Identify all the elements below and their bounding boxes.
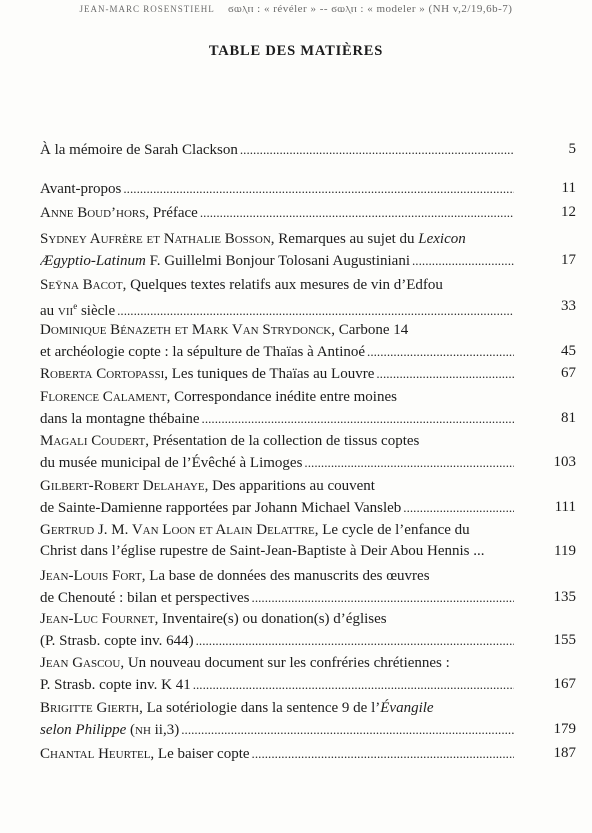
- page-number: 135: [553, 589, 576, 605]
- entry-title-cont: selon Philippe (nh ii,3): [40, 722, 180, 738]
- entry-title: , Un nouveau document sur les confréries chrétiennes :: [120, 655, 450, 671]
- page-title: TABLE DES MATIÈRES: [208, 43, 384, 59]
- entry-author: Anne Boud’hors: [40, 205, 146, 221]
- entry-title: , Correspondance inédite entre moines: [166, 389, 397, 405]
- toc-line: [40, 476, 516, 497]
- entry-title: , Quelques textes relatifs aux mesures de vin d’Edfou: [122, 277, 443, 293]
- entry-title-cont: de Chenouté : bilan et perspectives: [40, 590, 250, 606]
- entry-title: , Remarques au sujet du Lexicon: [270, 231, 466, 247]
- entry-title-cont: Ægyptio-Latinum F. Guillelmi Bonjour Tolosani Augustiniani: [40, 253, 410, 269]
- page-number: 103: [553, 454, 576, 470]
- toc-line: [40, 698, 516, 719]
- toc-line: [40, 408, 516, 429]
- toc-line: [40, 341, 516, 362]
- dot-leader: [412, 250, 514, 271]
- page-number: 11: [561, 180, 576, 196]
- dot-leader: [117, 300, 514, 317]
- toc-line: [40, 630, 516, 651]
- toc-line: [40, 275, 516, 296]
- dot-leader: [376, 363, 514, 384]
- entry-title-cont: au vii$^e$ siècle: [40, 301, 116, 317]
- page-number: 67: [561, 365, 576, 381]
- toc-line: [40, 743, 516, 764]
- toc-entry: [40, 653, 576, 695]
- entry-title: , Les tuniques de Thaïas au Louvre: [164, 366, 375, 382]
- page-number: 33: [561, 298, 576, 314]
- entry-title-cont: de Sainte-Damienne rapportées par Johann Michael Vansleb: [40, 500, 402, 516]
- toc-entry: [40, 698, 576, 740]
- toc-entry: [40, 520, 576, 562]
- entry-author: Jean Gascou: [40, 655, 121, 671]
- dot-leader: [193, 674, 514, 695]
- toc-line: [40, 541, 516, 562]
- running-head: [0, 3, 592, 16]
- toc-line: [40, 719, 516, 740]
- entry-title-cont: (P. Strasb. copte inv. 644): [40, 633, 194, 649]
- toc-line: [40, 202, 516, 223]
- toc-entry: [40, 476, 576, 518]
- running-head-text: ϭⲱⲗⲡ : « révéler » -- ϭⲱⲗⲡ : « modeler » (NH v,2/19,6b-7): [228, 3, 513, 15]
- toc-line: [40, 139, 516, 160]
- dot-leader: [181, 719, 514, 740]
- dot-leader: [200, 202, 514, 223]
- toc-line: [40, 452, 516, 473]
- toc-line: [40, 431, 516, 452]
- entry-author: Seÿna Bacot: [40, 277, 123, 293]
- toc-line: [40, 587, 516, 608]
- entry-author: Roberta Cortopassi: [40, 366, 165, 382]
- dot-leader: [240, 139, 514, 160]
- entry-author: Jean-Luc Fournet: [40, 611, 155, 627]
- toc-entry: [40, 202, 576, 223]
- toc-entry: [40, 387, 576, 429]
- entry-title: , Présentation de la collection de tissus coptes: [145, 433, 420, 449]
- toc-line: [40, 250, 516, 271]
- dot-leader: [252, 743, 514, 764]
- page-number: 111: [554, 499, 576, 515]
- entry-author: Gertrud J. M. Van Loon et Alain Delattre: [40, 522, 315, 538]
- toc-entry: [40, 320, 576, 362]
- entry-title: , Des apparitions au couvent: [204, 478, 375, 494]
- entry-author: Chantal Heurtel: [40, 746, 151, 762]
- toc-line: [40, 178, 516, 199]
- toc-line: [40, 229, 516, 250]
- entry-title: , Carbone 14: [331, 322, 409, 338]
- page-number: 12: [561, 204, 576, 220]
- entry-title-cont: P. Strasb. copte inv. K 41: [40, 677, 191, 693]
- toc-line: [40, 653, 516, 674]
- toc-entry: [40, 229, 576, 271]
- toc-entry: [40, 139, 576, 160]
- page-number: 187: [553, 745, 576, 761]
- toc-entry: [40, 178, 576, 199]
- toc-line: [40, 363, 516, 384]
- dot-leader: [252, 587, 514, 608]
- page-number: 167: [553, 676, 576, 692]
- toc-entry: [40, 609, 576, 651]
- dot-leader: [304, 452, 514, 473]
- page-number: 155: [553, 632, 576, 648]
- toc-line: [40, 497, 516, 518]
- entry-title-cont: du musée municipal de l’Évêché à Limoges: [40, 455, 303, 471]
- toc-entry: [40, 275, 576, 317]
- entry-author: Sydney Aufrère et Nathalie Bosson: [40, 231, 271, 247]
- page-number: 17: [561, 252, 576, 268]
- entry-title: , Le cycle de l’enfance du: [314, 522, 470, 538]
- dot-leader: [196, 630, 514, 651]
- entry-author: Jean-Louis Fort: [40, 568, 142, 584]
- toc-entry: [40, 743, 576, 764]
- toc-line: [40, 520, 516, 541]
- toc-line: [40, 674, 516, 695]
- entry-author: Florence Calament: [40, 389, 167, 405]
- toc-line: [40, 387, 516, 408]
- entry-title: , La sotériologie dans la sentence 9 de l’Évangile: [139, 700, 434, 716]
- page-number: 45: [561, 343, 576, 359]
- toc-line: [40, 566, 516, 587]
- running-head-author: JEAN-MARC ROSENSTIEHL: [79, 4, 215, 14]
- dot-leader: [403, 497, 514, 518]
- entry-title: À la mémoire de Sarah Clackson: [40, 142, 238, 158]
- entry-title-cont: Christ dans l’église rupestre de Saint-Jean-Baptiste à Deir Abou Hennis ...: [40, 543, 485, 559]
- page-number: 5: [568, 141, 576, 157]
- page-number: 81: [561, 410, 576, 426]
- entry-author: Magali Coudert: [40, 433, 146, 449]
- entry-author: Brigitte Gierth: [40, 700, 140, 716]
- entry-author: Gilbert-Robert Delahaye: [40, 478, 205, 494]
- dot-leader: [123, 178, 514, 199]
- toc-line: [40, 320, 516, 341]
- entry-title-cont: et archéologie copte : la sépulture de Thaïas à Antinoé: [40, 344, 366, 360]
- entry-title: , Inventaire(s) ou donation(s) d’églises: [154, 611, 387, 627]
- toc-entry: [40, 363, 576, 384]
- toc-line: [40, 296, 516, 317]
- toc-entry: [40, 566, 576, 608]
- page-number: 179: [553, 721, 576, 737]
- entry-author: Dominique Bénazeth et Mark Van Strydonck: [40, 322, 332, 338]
- entry-title-cont: dans la montagne thébaine: [40, 411, 200, 427]
- entry-title: , La base de données des manuscrits des œuvres: [141, 568, 430, 584]
- dot-leader: [202, 408, 514, 429]
- page-number: 119: [554, 543, 576, 559]
- toc-entry: [40, 431, 576, 473]
- entry-title: , Préface: [145, 205, 198, 221]
- entry-title: , Le baiser copte: [150, 746, 250, 762]
- toc-line: [40, 609, 516, 630]
- dot-leader: [367, 341, 514, 362]
- entry-title: Avant-propos: [40, 181, 122, 197]
